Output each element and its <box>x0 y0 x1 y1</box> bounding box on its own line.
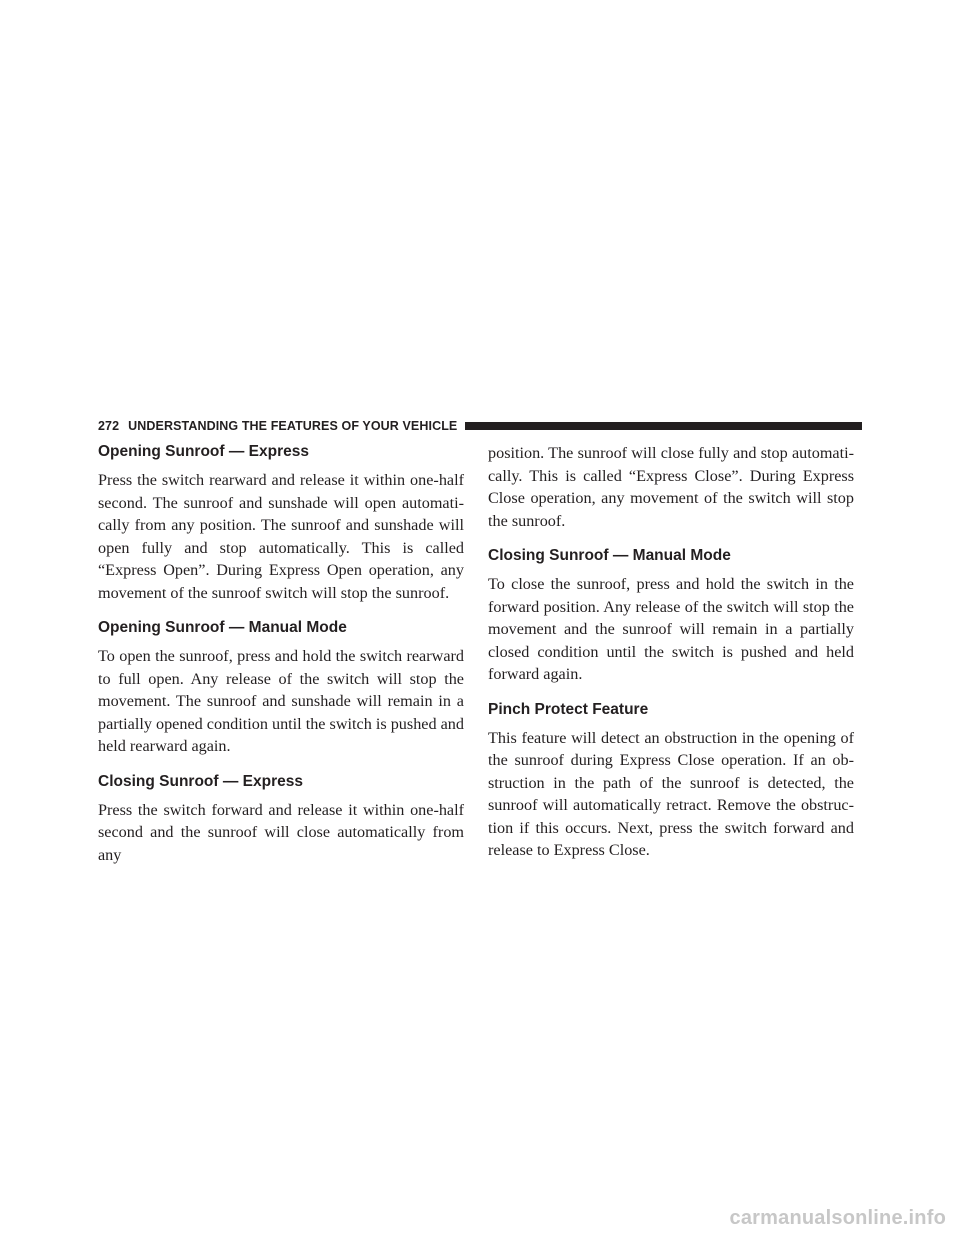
left-column <box>98 442 464 880</box>
paragraph-closing-manual: To close the sunroof, press and hold the switch in the forward position. Any release of the switch will stop the movement and the sunroof will remain in a partially closed condition until the switch is pushed and held forward again. <box>488 575 854 683</box>
right-column <box>488 442 854 876</box>
heading-opening-sunroof-manual: Opening Sunroof — Manual Mode <box>98 619 347 636</box>
section-title: UNDERSTANDING THE FEATURES OF YOUR VEHICLE <box>128 419 458 433</box>
paragraph-pinch-protect: This feature will detect an obstruction in the opening of the sunroof during Express Close operation. If an ob-struction in the path of the sunroof is detected, the sunroof will automatically retract. Remove the obstruc-tion if this occurs. Next, press the switch forward and release to Express Close. <box>488 728 854 859</box>
paragraph-opening-manual: To open the sunroof, press and hold the switch rearward to full open. Any release of the switch will stop the movement. The sunroof and sunshade will remain in a partially opened condition until the switch is pushed and held rearward again. <box>98 647 464 755</box>
heading-closing-sunroof-manual: Closing Sunroof — Manual Mode <box>488 547 731 564</box>
page-number: 272 <box>98 419 120 433</box>
paragraph-closing-express-continued: position. The sunroof will close fully and stop automati-cally. This is called “Express Close”. During Express Close operation, any movement of the switch will stop the sunroof. <box>488 444 854 530</box>
paragraph-opening-express: Press the switch rearward and release it within one-half second. The sunroof and sunshade will open automati-cally from any position. The sunroof and sunshade will open fully and stop automatically. This is called “Express Open”. During Express Open operation, any movement of the sunroof switch will stop the sunroof. <box>98 471 464 602</box>
heading-opening-sunroof-express: Opening Sunroof — Express <box>98 443 309 460</box>
page-header <box>98 417 862 435</box>
paragraph-closing-express-start: Press the switch forward and release it within one-half second and the sunroof will close automatically from any <box>98 800 464 864</box>
watermark: carmanualsonline.info <box>729 1207 946 1229</box>
heading-closing-sunroof-express: Closing Sunroof — Express <box>98 772 303 790</box>
heading-pinch-protect: Pinch Protect Feature <box>488 700 649 718</box>
header-rule <box>465 422 862 430</box>
